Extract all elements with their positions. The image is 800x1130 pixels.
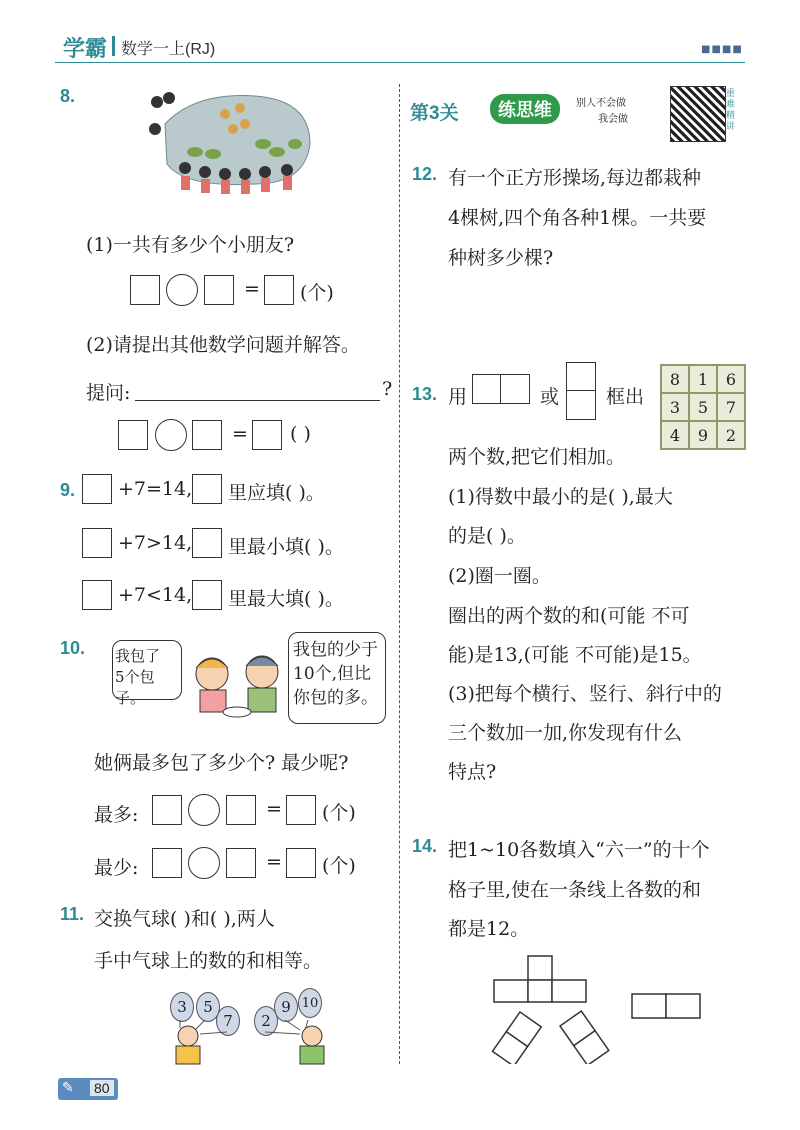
q8-eq2-unit: ( ) xyxy=(290,423,311,445)
page-number: 80 xyxy=(90,1080,114,1096)
q8-number: 8. xyxy=(60,86,76,106)
q10-number: 10. xyxy=(60,638,86,658)
q9-line3-box2[interactable] xyxy=(192,580,222,610)
q9-line3-box[interactable] xyxy=(82,580,112,610)
q13-part1a: (1)得数中最小的是( ),最大 xyxy=(448,486,673,508)
header-divider xyxy=(112,36,115,56)
q13-part3a: (3)把每个横行、竖行、斜行中的 xyxy=(448,683,722,705)
q12-number: 12. xyxy=(412,164,438,184)
grid-cell[interactable]: 6 xyxy=(718,366,744,392)
q8-illustration xyxy=(145,84,315,196)
q9-line3-text: 里最大填( )。 xyxy=(228,588,344,610)
q9-line1-box[interactable] xyxy=(82,474,112,504)
q10-least-operator[interactable] xyxy=(188,847,220,879)
balloon-3[interactable]: 3 xyxy=(170,992,194,1022)
q13-or: 或 xyxy=(540,386,560,408)
q8-eq1-box2[interactable] xyxy=(204,275,234,305)
balloon-9[interactable]: 9 xyxy=(274,992,298,1022)
bubble-right-line2: 10个,但比 xyxy=(293,663,372,684)
q8-ask-qmark: ? xyxy=(382,378,393,400)
q10-least-label: 最少: xyxy=(94,857,139,879)
q10-most-box1[interactable] xyxy=(152,795,182,825)
level-title: 练思维 xyxy=(490,94,560,124)
q14-line1: 把1~10各数填入“六一”的十个 xyxy=(448,839,710,861)
pencil-icon: ✎ xyxy=(62,1080,74,1096)
q10-most-label: 最多: xyxy=(94,804,139,826)
q13-part2: (2)圈一圈。 xyxy=(448,565,551,587)
q14-line3: 都是12。 xyxy=(448,918,530,940)
q13-part3b: 三个数加一加,你发现有什么 xyxy=(448,722,683,744)
level-badge: 第3关 xyxy=(410,103,459,124)
liuyi-cell[interactable] xyxy=(552,980,586,1002)
q11-line2: 手中气球上的数的和相等。 xyxy=(94,950,323,972)
q9-line1-text: 里应填( )。 xyxy=(228,482,325,504)
q10-children-image xyxy=(182,648,292,720)
q12-line1: 有一个正方形操场,每边都栽种 xyxy=(448,167,702,189)
q8-eq1-box1[interactable] xyxy=(130,275,160,305)
q13-part3c: 特点? xyxy=(448,761,497,783)
q10-most-unit: (个) xyxy=(322,802,356,824)
grid-cell[interactable]: 5 xyxy=(690,394,716,420)
balloon-7[interactable]: 7 xyxy=(216,1006,240,1036)
liuyi-cell[interactable] xyxy=(494,980,528,1002)
liuyi-cell[interactable] xyxy=(528,980,552,1002)
q10-most-answer[interactable] xyxy=(286,795,316,825)
column-divider xyxy=(399,84,400,1064)
balloon-2[interactable]: 2 xyxy=(254,1006,278,1036)
q13-part2a: 圈出的两个数的和(可能 不可 xyxy=(448,605,690,627)
q13-frame: 框出 xyxy=(606,386,645,408)
q8-part2: (2)请提出其他数学问题并解答。 xyxy=(86,334,360,356)
q13-part1b: 的是( )。 xyxy=(448,525,526,547)
grid-cell[interactable]: 8 xyxy=(662,366,688,392)
q13-part2b: 能)是13,(可能 不可能)是15。 xyxy=(448,644,702,666)
q11-children-image xyxy=(150,1020,350,1066)
q10-most-equals: = xyxy=(266,798,282,820)
q14-number: 14. xyxy=(412,836,438,856)
grid-cell[interactable]: 9 xyxy=(690,422,716,448)
page-footer xyxy=(58,1078,118,1100)
header-squares: ■■■■ xyxy=(701,44,743,55)
q8-eq1-equals: = xyxy=(244,278,260,300)
bubble-left-line2: 5个包子。 xyxy=(115,668,155,707)
q12-line3: 种树多少棵? xyxy=(448,247,554,269)
liuyi-cell[interactable] xyxy=(666,994,700,1018)
q9-line1-box2[interactable] xyxy=(192,474,222,504)
q8-part1: (1)一共有多少个小朋友? xyxy=(86,234,295,256)
level-tag1: 别人不会做 xyxy=(576,98,626,109)
q10-least-answer[interactable] xyxy=(286,848,316,878)
vertical-frame xyxy=(566,362,596,420)
q9-line2-text: 里最小填( )。 xyxy=(228,536,344,558)
q10-most-box2[interactable] xyxy=(226,795,256,825)
q8-eq1-answer[interactable] xyxy=(264,275,294,305)
balloon-10[interactable]: 10 xyxy=(298,988,322,1018)
liuyi-cell[interactable] xyxy=(632,994,666,1018)
qr-label: 重难精讲 xyxy=(726,88,736,131)
q8-eq2-box2[interactable] xyxy=(192,420,222,450)
q8-ask-label: 提问: xyxy=(86,382,131,404)
q8-ask-line[interactable] xyxy=(135,400,380,401)
bubble-right-line1: 我包的少于 xyxy=(293,640,378,660)
liuyi-cell[interactable] xyxy=(528,956,552,980)
q10-least-box2[interactable] xyxy=(226,848,256,878)
q9-number: 9. xyxy=(60,480,76,500)
header-rule xyxy=(55,62,745,63)
speech-bubble-right xyxy=(288,632,386,724)
grid-cell[interactable]: 7 xyxy=(718,394,744,420)
q13-number: 13. xyxy=(412,384,438,404)
q8-eq1-unit: (个) xyxy=(300,282,334,304)
q8-eq2-box1[interactable] xyxy=(118,420,148,450)
q11-line1: 交换气球( )和( ),两人 xyxy=(94,908,275,930)
subject-label: 数学一上(RJ) xyxy=(121,41,216,58)
q9-line2-box2[interactable] xyxy=(192,528,222,558)
grid-cell[interactable]: 1 xyxy=(690,366,716,392)
q10-least-equals: = xyxy=(266,851,282,873)
q12-line2: 4棵树,四个角各种1棵。一共要 xyxy=(448,207,707,229)
q9-line2-expr: +7>14, xyxy=(118,532,193,554)
bubble-left-line1: 我包了 xyxy=(115,647,161,665)
q9-line3-expr: +7<14, xyxy=(118,584,193,606)
q9-line1-expr: +7=14, xyxy=(118,478,193,500)
q8-eq2-equals: = xyxy=(232,423,248,445)
grid-cell[interactable]: 4 xyxy=(662,422,688,448)
grid-cell[interactable]: 3 xyxy=(662,394,688,420)
q10-most-operator[interactable] xyxy=(188,794,220,826)
q8-eq2-operator[interactable] xyxy=(155,419,187,451)
q10-least-unit: (个) xyxy=(322,855,356,877)
horizontal-frame xyxy=(472,374,530,404)
brand-logo: 学霸 xyxy=(63,36,108,61)
grid-cell[interactable]: 2 xyxy=(718,422,744,448)
q9-line2-box[interactable] xyxy=(82,528,112,558)
speech-bubble-left xyxy=(112,640,182,707)
children-frog-pond-image xyxy=(145,84,315,196)
balloon-5[interactable]: 5 xyxy=(196,992,220,1022)
q10-question: 她俩最多包了多少个? 最少呢? xyxy=(94,752,349,774)
q13-use: 用 xyxy=(448,386,468,408)
q11-number: 11. xyxy=(60,904,85,924)
q8-eq2-answer[interactable] xyxy=(252,420,282,450)
qr-code[interactable] xyxy=(670,86,726,142)
q14-line2: 格子里,使在一条线上各数的和 xyxy=(448,879,702,901)
header xyxy=(55,30,745,64)
level-banner xyxy=(410,86,740,142)
q13-line2: 两个数,把它们相加。 xyxy=(448,446,626,468)
q8-eq1-operator[interactable] xyxy=(166,274,198,306)
magic-square-grid xyxy=(660,364,746,450)
bubble-right-line3: 你包的多。 xyxy=(293,687,378,708)
liuyi-grid-diagram xyxy=(488,954,718,1064)
q10-least-box1[interactable] xyxy=(152,848,182,878)
level-tag2: 我会做 xyxy=(598,114,628,125)
